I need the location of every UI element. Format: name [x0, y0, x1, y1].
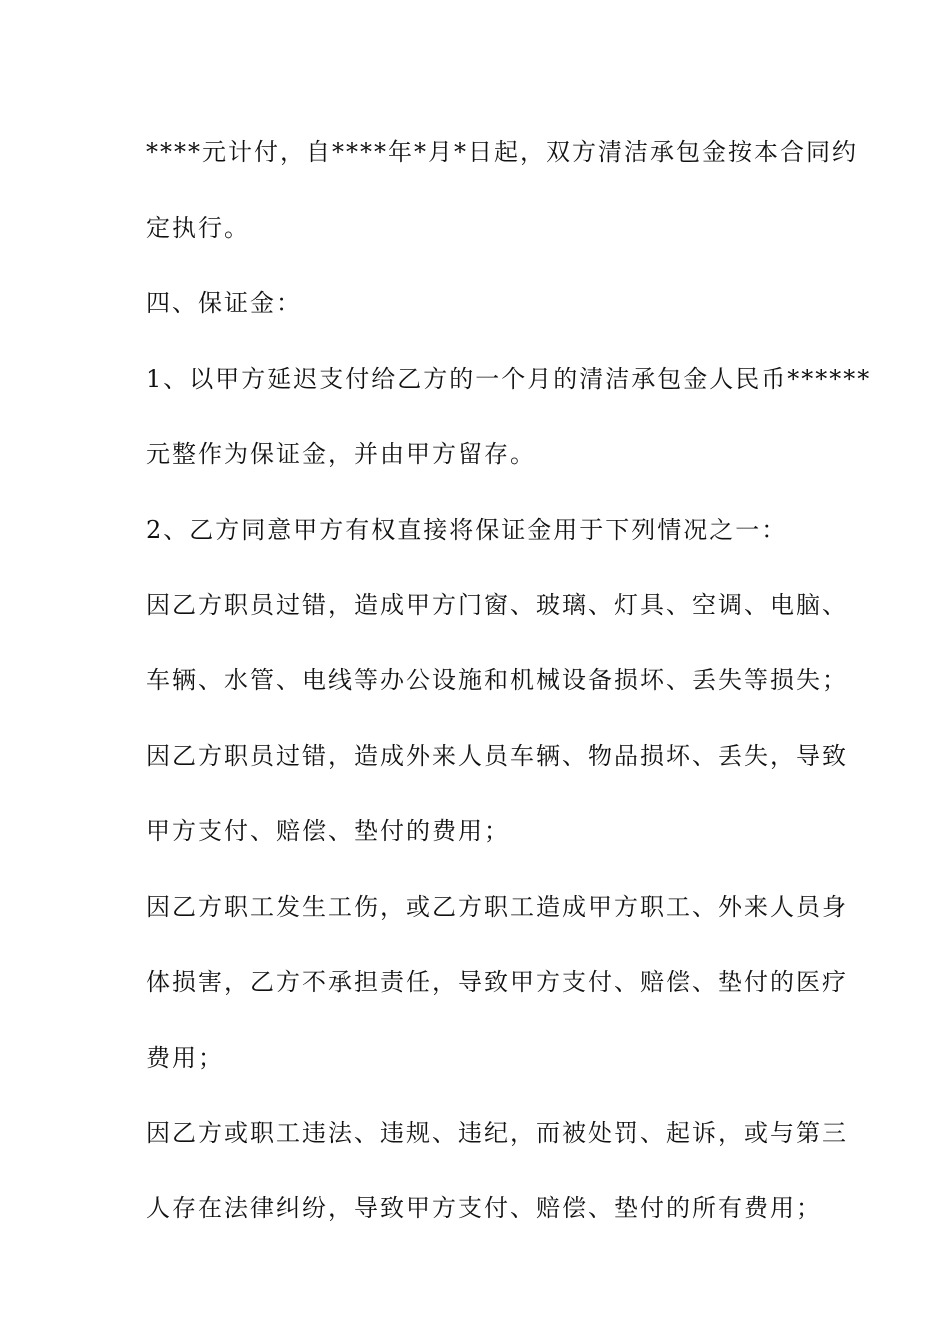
text-line: ****元计付，自****年*月*日起，双方清洁承包金按本合同约 [146, 138, 858, 166]
text-line: 车辆、水管、电线等办公设施和机械设备损坏、丢失等损失； [146, 666, 848, 694]
text-line: 因乙方职工发生工伤，或乙方职工造成甲方职工、外来人员身 [146, 893, 848, 921]
text-line: 人存在法律纠纷，导致甲方支付、赔偿、垫付的所有费用； [146, 1194, 822, 1222]
text-line: 因乙方职员过错，造成外来人员车辆、物品损坏、丢失，导致 [146, 742, 848, 770]
text-line: 1、以甲方延迟支付给乙方的一个月的清洁承包金人民币****** [146, 365, 872, 393]
text-line: 因乙方或职工违法、违规、违纪，而被处罚、起诉，或与第三 [146, 1119, 848, 1147]
text-line: 元整作为保证金，并由甲方留存。 [146, 440, 536, 468]
text-line: 费用； [146, 1044, 224, 1072]
text-line: 体损害，乙方不承担责任，导致甲方支付、赔偿、垫付的医疗 [146, 968, 848, 996]
text-line: 因乙方职员过错，造成甲方门窗、玻璃、灯具、空调、电脑、 [146, 591, 848, 619]
text-line: 2、乙方同意甲方有权直接将保证金用于下列情况之一： [146, 516, 788, 544]
text-line: 甲方支付、赔偿、垫付的费用； [146, 817, 510, 845]
section-heading: 四、保证金： [146, 289, 302, 317]
text-line: 定执行。 [146, 214, 250, 242]
